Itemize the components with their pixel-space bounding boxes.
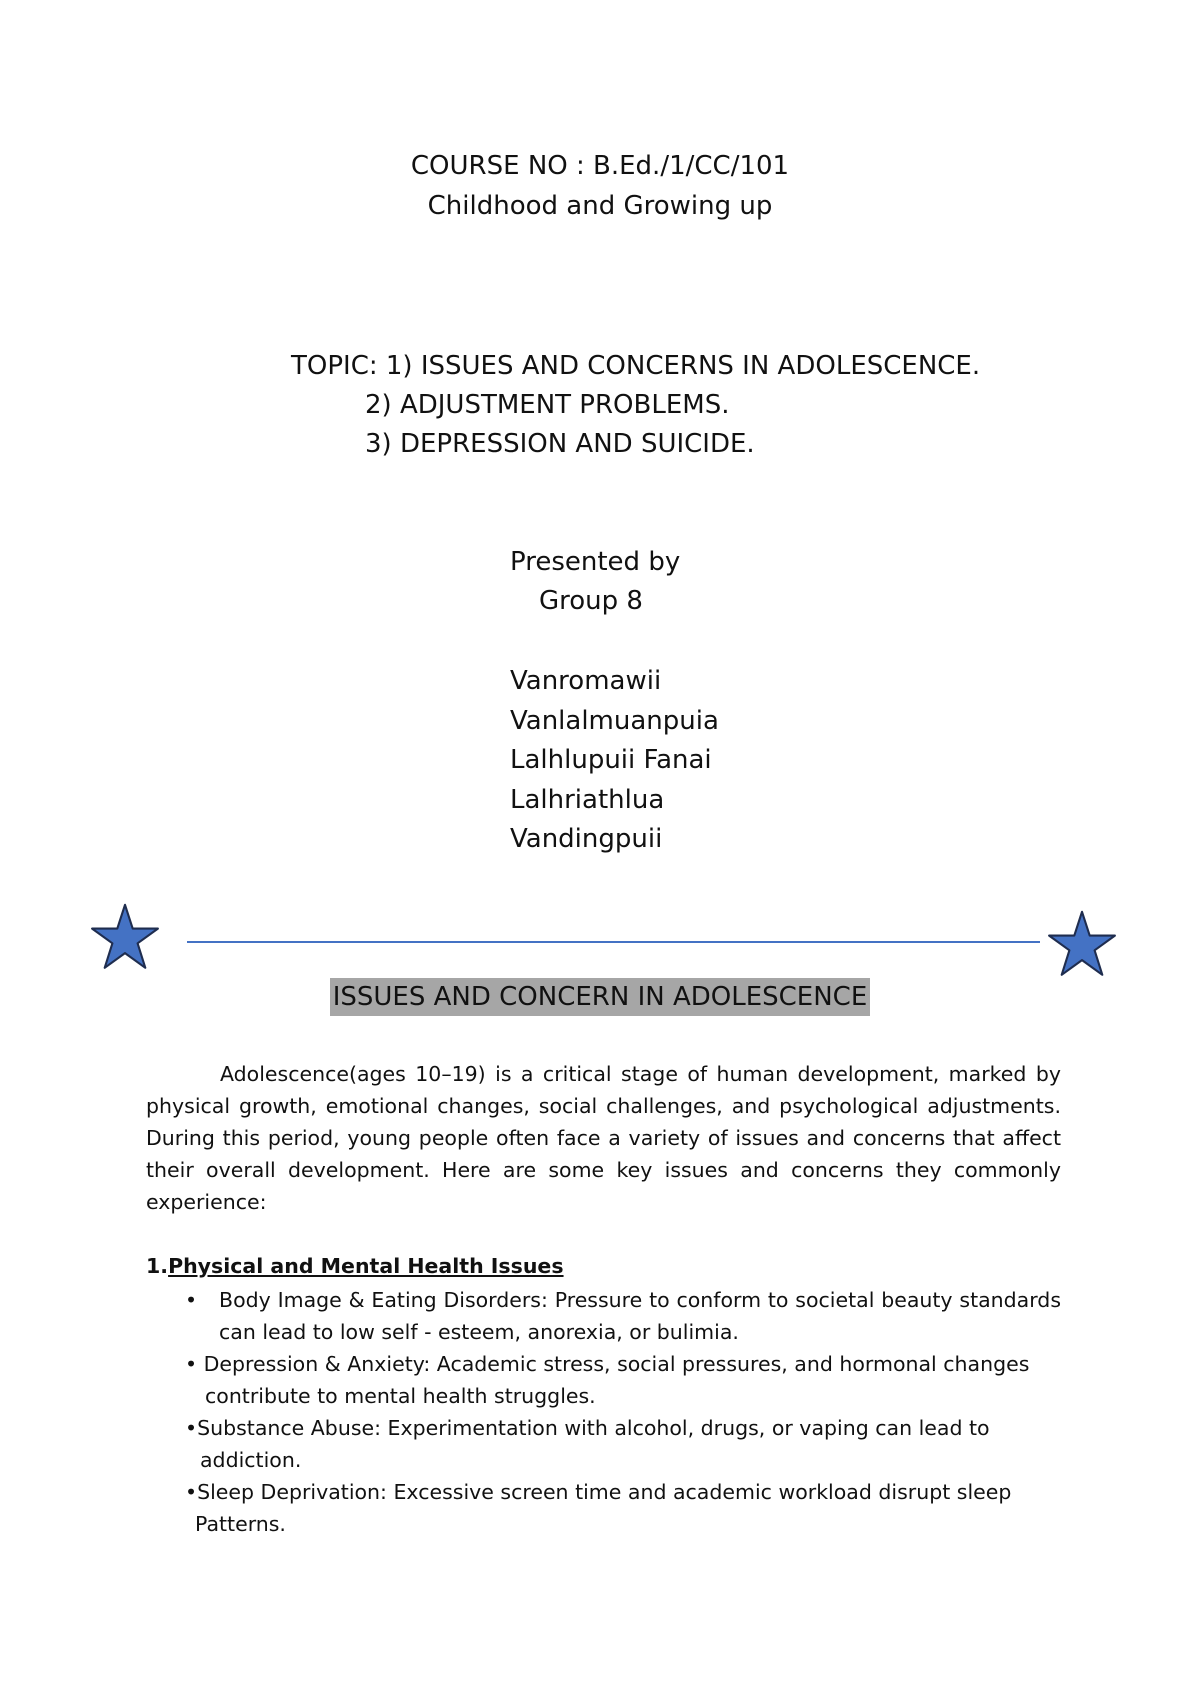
topic-line-3: 3) DEPRESSION AND SUICIDE. [365, 429, 755, 459]
issue-title: Physical and Mental Health Issues [168, 1254, 564, 1278]
member-list [510, 662, 719, 860]
course-number: COURSE NO : B.Ed./1/CC/101 [410, 151, 790, 181]
bullet-marker: • [185, 1416, 198, 1440]
bullet-line [185, 1412, 1061, 1476]
member-name: Vanromawii [510, 666, 662, 696]
intro-paragraph: Adolescence(ages 10–19) is a critical stage of human development, marked by physical growth, emotional changes, social challenges, and psychological adjustments. During this period, young people often face a variety of issues and concerns that affect their overall development. Here are some key issues and concerns they commonly experience: [146, 1062, 1061, 1214]
section-heading-container [0, 978, 1200, 1016]
bullet-marker: • [185, 1288, 198, 1312]
bullet-marker: • [185, 1480, 198, 1504]
bullet-line [185, 1476, 1061, 1540]
section-divider [187, 941, 1040, 943]
topic-line-2: 2) ADJUSTMENT PROBLEMS. [365, 390, 730, 420]
bullet-text: Body Image & Eating Disorders: Pressure to conform to societal beauty standards can lead to low self - esteem, anorexia, or bulimia. [219, 1288, 1061, 1344]
bullet-text: Depression & Anxiety: Academic stress, social pressures, and hormonal changes contribute to mental health struggles. [203, 1352, 1030, 1408]
topic-line-1: TOPIC: 1) ISSUES AND CONCERNS IN ADOLESCENCE. [291, 351, 981, 381]
member-name: Lalhlupuii Fanai [510, 745, 712, 775]
issue-number: 1. [146, 1254, 169, 1278]
course-name: Childhood and Growing up [427, 191, 773, 221]
bullet-item [185, 1284, 1061, 1348]
bullet-item [185, 1412, 1061, 1476]
issue-heading [146, 1250, 564, 1282]
bullet-text: Substance Abuse: Experimentation with alcohol, drugs, or vaping can lead to addiction. [197, 1416, 990, 1472]
bullet-text: Sleep Deprivation: Excessive screen time and academic workload disrupt sleep Patterns. [195, 1480, 1012, 1536]
star-icon [90, 902, 160, 972]
bullet-line [185, 1348, 1061, 1412]
presented-by-label: Presented by [510, 547, 681, 577]
member-name: Vanlalmuanpuia [510, 705, 719, 736]
star-icon [1047, 909, 1117, 979]
bullet-item [185, 1348, 1061, 1412]
section-heading: ISSUES AND CONCERN IN ADOLESCENCE [330, 978, 871, 1016]
group-label: Group 8 [539, 586, 643, 616]
member-name: Vandingpuii [510, 824, 663, 854]
bullet-item [185, 1476, 1061, 1540]
bullet-marker: • [185, 1352, 198, 1376]
member-name: Lalhriathlua [510, 784, 665, 815]
